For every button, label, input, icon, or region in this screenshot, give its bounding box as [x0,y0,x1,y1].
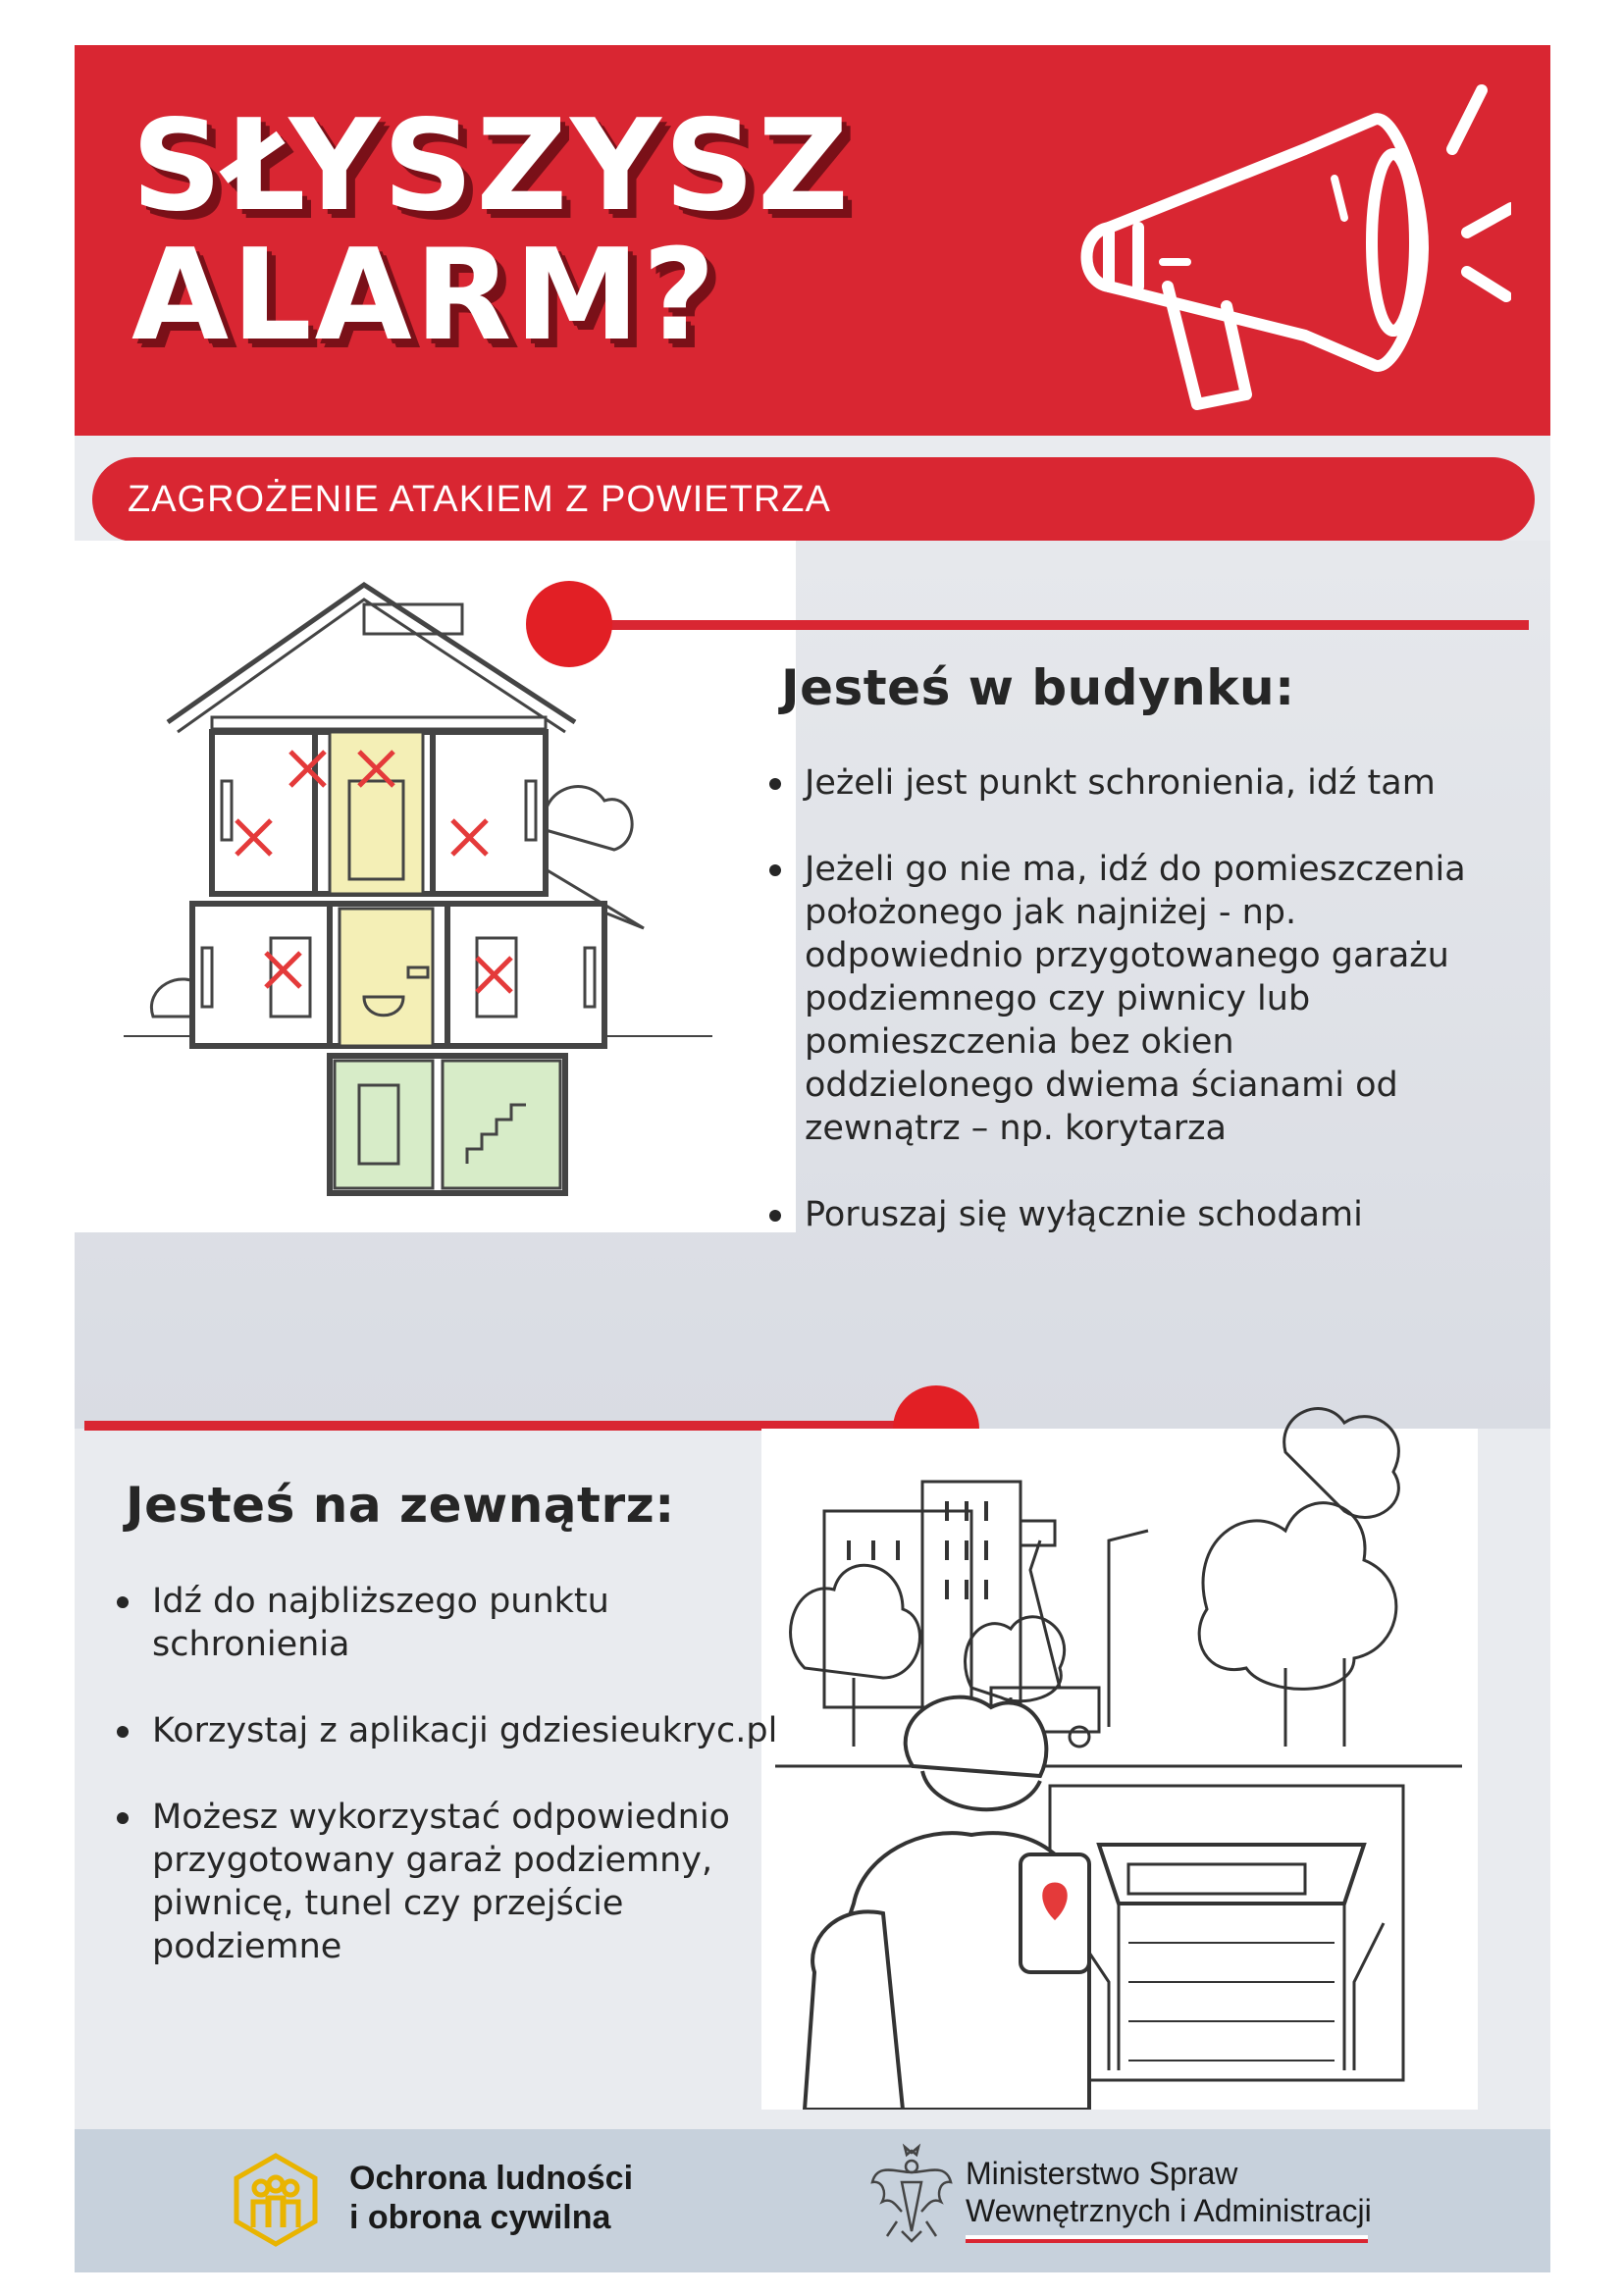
footer-right-line1: Ministerstwo Spraw [966,2156,1238,2191]
list-item: Jeżeli go nie ma, idź do pomieszczenia położonego jak najniżej - np. odpowiednio przygotowanego garażu podziemnego czy piwnicy lub pomieszczenia bez okien oddzielonego dwiema ścianami od zewnątrz – np. korytarza [765,848,1472,1150]
footer-left-line1: Ochrona ludności [349,2160,634,2197]
outside-list [113,1580,780,2011]
title-line-1: SŁYSZYSZ [131,93,852,239]
megaphone-icon [1050,61,1511,424]
list-item: Możesz wykorzystać odpowiednio przygotowany garaż podziemny, piwnicę, tunel czy przejście podziemne [113,1796,780,1968]
civil-protection-logo [232,2151,320,2249]
divider-dot-inside [526,581,612,667]
footer-right-line2: Wewnętrznych i Administracji [966,2193,1372,2228]
eagle-emblem [867,2143,956,2251]
footer-left-line2: i obrona cywilna [349,2199,611,2236]
divider-line-inside [550,620,1529,630]
inside-list [765,761,1472,1279]
civil-protection-label [349,2159,663,2237]
flag-stripe-red [966,2239,1368,2243]
outside-heading: Jesteś na zewnątrz: [126,1477,675,1534]
ministry-label [966,2155,1417,2229]
page-title [131,93,852,369]
list-item: Idź do najbliższego punktu schronienia [113,1580,780,1666]
street-shelter-scene [775,1393,1462,2110]
house-cross-section [124,575,761,1203]
threat-banner: ZAGROŻENIE ATAKIEM Z POWIETRZA [92,457,1535,542]
list-item: Korzystaj z aplikacji gdziesieukryc.pl [113,1709,780,1752]
list-item: Jeżeli jest punkt schronienia, idź tam [765,761,1472,805]
list-item: Poruszaj się wyłącznie schodami [765,1193,1472,1236]
inside-heading: Jesteś w budynku: [781,659,1295,716]
title-line-2: ALARM? [131,223,718,369]
